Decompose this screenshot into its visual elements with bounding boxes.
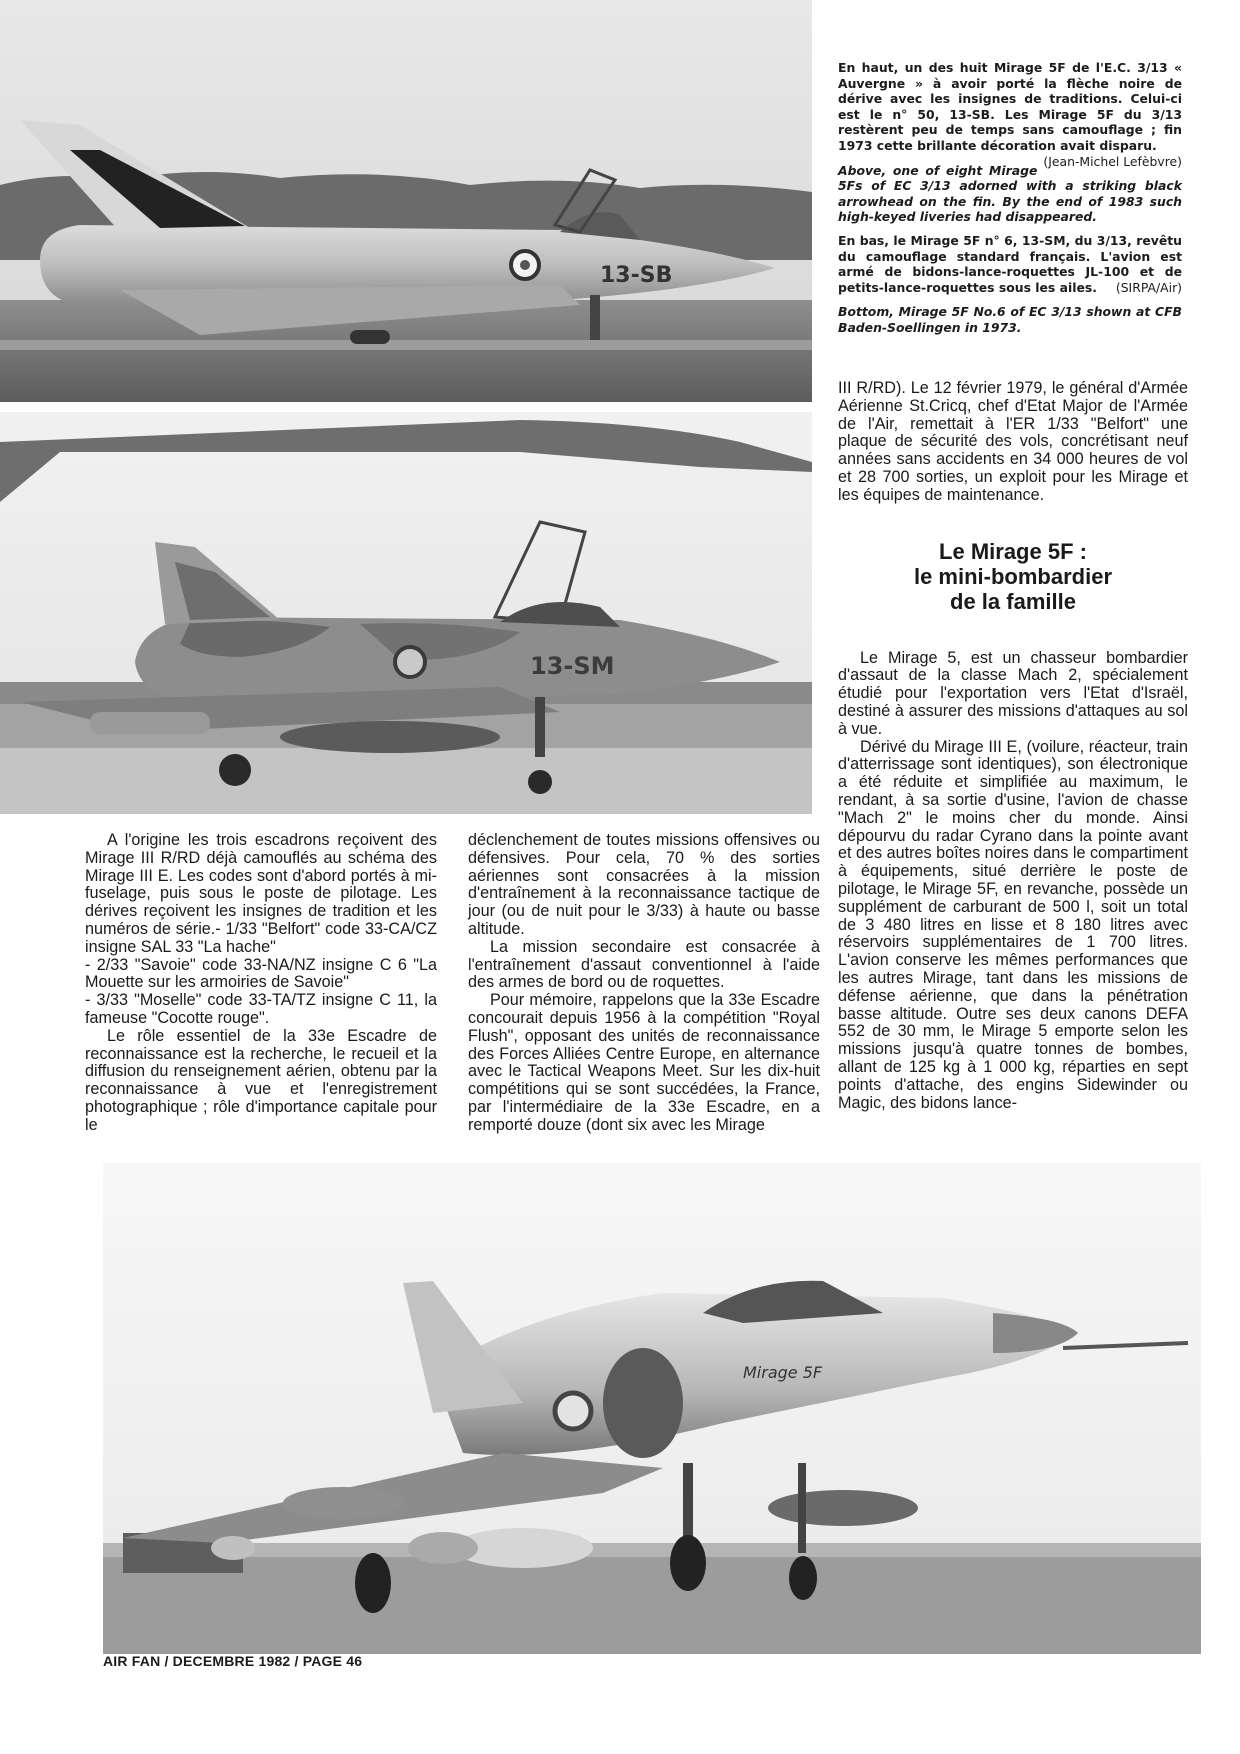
article-column-left [85,832,437,1135]
right-paragraph-3: Dérivé du Mirage III E, (voilure, réacteur, train d'atterrissage sont identiques), son électronique a été réduite et simplifiée au maximum, le rendant, à sa sortie d'usine, l'avion de chasse "Mach 2" le moins cher du monde. Ainsi dépourvu du radar Cyrano dans la pointe avant et des autres boîtes noires dans le compartiment à équipements, situé derrière le poste de pilotage, le Mirage 5F, en revanche, possède un supplément de carburant de 500 l, soit un total de 3 480 litres en lisse et 8 180 litres avec réservoirs supplémentaires de 1 700 litres. L'avion conserve les mêmes performances que les autres Mirage, tant dans les missions de défense aérienne, que dans la pénétration basse altitude. Outre ses deux canons DEFA 552 de 30 mm, le Mirage 5 emporte selon les missions jusqu'à quatre tonnes de bombes, allant de 125 kg à 1 000 kg, réparties en sept points d'attache, des engins Sidewinder ou Magic, des bidons lance- [838,737,1189,1112]
right-paragraph-2: Le Mirage 5, est un chasseur bombardier d'assaut de la classe Mach 2, spécialement étudié pour l'exportation vers l'Etat d'Israël, destiné à assurer des missions d'attaques au sol à vue. [838,648,1188,738]
page-footer: AIR FAN / DECEMBRE 1982 / PAGE 46 [103,1653,363,1669]
caption-bottom-english: Bottom, Mirage 5F No.6 of EC 3/13 shown at CFB Baden-Soellingen in 1973. [838,304,1182,335]
article-column-right [838,380,1188,1112]
caption-bottom-french-text: En bas, le Mirage 5F n° 6, 13-SM, du 3/13, revêtu du camouflage standard français. L'avion est armé de bidons-lance-roquettes JL-100 et de petits-lance-roquettes sous les ailes. [838,233,1182,295]
photo-aircraft-name: Mirage 5F [743,1363,823,1382]
middle-paragraph-1: déclenchement de toutes missions offensives ou défensives. Pour cela, 70 % des sorties aériennes sont consacrées à la mission d'entraînement à la reconnaissance tactique de jour (ou de nuit pour le 3/33) à haute ou basse altitude. [468,831,820,938]
photo-mirage-13-sb [0,0,812,402]
middle-paragraph-2: La mission secondaire est consacrée à l'entraînement d'assaut conventionnel à l'aide des armes de bord ou de roquettes. [468,937,820,992]
right-paragraph-1: III R/RD). Le 12 février 1979, le général d'Armée Aérienne St.Cricq, chef d'Etat Major de l'Armée de l'Air, remettait à l'ER 1/33 "Belfort" une plaque de sécurité des vols, concrétisant neuf années sans accidents en 34 000 heures de vol et 28 700 sorties, un exploit pour les Mirage et les équipes de maintenance. [838,379,1188,504]
photo-code-13-sb: 13-SB [600,263,673,288]
caption-top-english: Above, one of eight Mirage 5Fs of EC 3/13 adorned with a striking black arrowhead on the fin. By the end of 1983 such high-keyed liveries had disappeared. [838,162,1182,225]
photo-mirage-5f-armed [103,1163,1201,1654]
left-paragraph-4: Le rôle essentiel de la 33e Escadre de reconnaissance est la recherche, le recueil et la diffusion du renseignement aérien, obtenu par la reconnaissance à vue et l'enregistrement photographique ; rôle d'importance capitale pour le [85,1026,437,1134]
section-heading [838,539,1188,614]
left-paragraph-2: - 2/33 "Savoie" code 33-NA/NZ insigne C 6 "La Mouette sur les armoiries de Savoie" [85,955,437,992]
caption-top [838,60,1182,225]
left-paragraph-1: A l'origine les trois escadrons reçoivent des Mirage III R/RD déjà camouflés au schéma des Mirage III E. Les codes sont d'abord portés à mi-fuselage, puis sous le poste de pilotage. Les dérives reçoivent les insignes de tradition et les numéros de série.- 1/33 "Belfort" code 33-CA/CZ insigne SAL 33 "La hache" [85,831,437,956]
caption-top-french [838,60,1182,169]
photo-code-13-sm: 13-SM [530,652,615,680]
left-paragraph-3: - 3/33 "Moselle" code 33-TA/TZ insigne C 11, la fameuse "Cocotte rouge". [85,991,437,1027]
article-column-middle [468,832,820,1135]
caption-top-french-text: En haut, un des huit Mirage 5F de l'E.C. 3/13 « Auvergne » à avoir porté la flèche noire de dérive avec les insignes de traditions. Celui-ci est le n° 50, 13-SB. Les Mirage 5F du 3/13 restèrent peu de temps sans camouflage ; fin 1973 cette brillante décoration avait disparu. [838,60,1182,153]
photo-mirage-13-sm [0,412,812,814]
middle-paragraph-3: Pour mémoire, rappelons que la 33e Escadre concourait depuis 1956 à la compétition "Royal Flush", opposant des unités de reconnaissance des Forces Alliées Centre Europe, en alternance avec le Tactical Weapons Meet. Sur les dix-huit compétitions qui se sont succédées, la France, par l'intermédiaire de la 33e Escadre, en a remporté douze (dont six avec les Mirage [468,991,820,1134]
section-heading-line-1: Le Mirage 5F : [939,538,1087,564]
caption-bottom [838,233,1182,336]
caption-bottom-french [838,233,1182,295]
section-heading-line-3: de la famille [950,588,1076,614]
caption-bottom-credit: (SIRPA/Air) [1115,279,1182,295]
caption-top-credit: (Jean-Michel Lefèbvre) [1043,153,1182,169]
section-heading-line-2: le mini-bombardier [913,563,1113,589]
